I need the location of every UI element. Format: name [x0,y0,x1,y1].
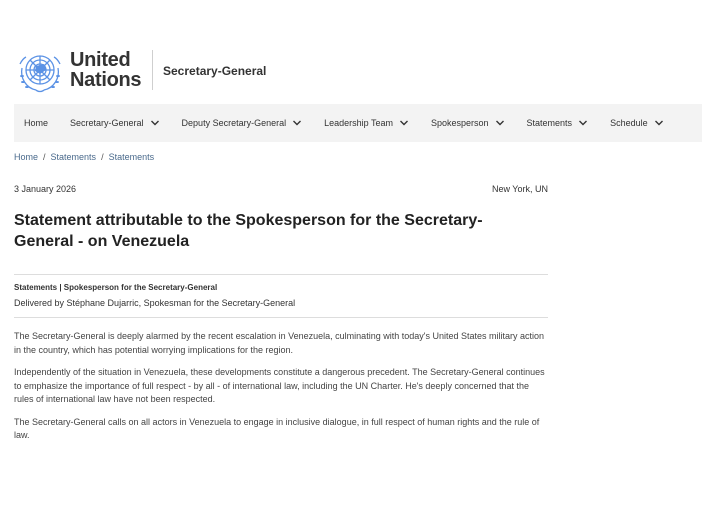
body-paragraph: Independently of the situation in Venezuela, these developments constitute a dangerous precedent. The Secretary-General continues to emphasize the importance of full respect - by all - of international law, including the UN Charter. He's deeply concerned that the rules of international law have not been respected. [14,367,545,404]
article-meta [14,184,548,198]
chevron-down-icon[interactable] [495,118,505,128]
brand-line-1: United [70,49,131,71]
body-paragraph: The Secretary-General is deeply alarmed by the recent escalation in Venezuela, culminating with today's United States military action in the country, which has potential worrying implications for the region. [14,331,544,355]
nav-item-schedule[interactable] [610,104,686,142]
chevron-down-icon[interactable] [292,118,302,128]
site-header [0,0,702,104]
article-body [14,330,548,443]
main-nav [14,104,702,142]
body-paragraph: The Secretary-General calls on all actors in Venezuela to engage in inclusive dialogue, in full respect of human rights and the rule of law. [14,416,540,440]
article-location: New York, UN [491,184,548,194]
chevron-down-icon[interactable] [654,118,664,128]
nav-item-label: Statements [526,118,573,128]
nav-item-statements[interactable] [527,104,611,142]
site-name[interactable]: Secretary-General [163,64,267,78]
page-title: Statement attributable to the Spokesperson for the Secretary-General - on Venezuela [14,212,483,250]
nav-item-label: Secretary-General [70,118,144,128]
header-divider [152,50,153,90]
chevron-down-icon[interactable] [399,118,409,128]
nav-item-label: Leadership Team [324,118,393,128]
breadcrumb-separator: / [101,152,104,162]
nav-item-label: Spokesperson [430,118,489,128]
nav-item-label: Home [24,118,49,128]
nav-item-secretary-general[interactable] [70,104,182,142]
breadcrumb-statements[interactable]: Statements [50,152,97,162]
delivered-by: Delivered by Stéphane Dujarric, Spokesman for the Secretary-General [14,298,296,308]
article [14,184,548,452]
chevron-down-icon[interactable] [578,118,588,128]
nav-item-home[interactable] [24,104,70,142]
divider [14,317,548,318]
chevron-down-icon[interactable] [150,118,160,128]
nav-item-label: Deputy Secretary-General [181,118,287,128]
breadcrumb-home[interactable]: Home [14,152,39,162]
breadcrumb [14,152,154,162]
breadcrumb-statements-current[interactable]: Statements [108,152,155,162]
un-emblem-icon[interactable] [14,46,66,98]
breadcrumb-separator: / [43,152,46,162]
nav-item-spokesperson[interactable] [431,104,527,142]
brand-wordmark[interactable] [70,50,141,90]
nav-item-leadership-team[interactable] [324,104,431,142]
divider [14,274,548,275]
brand-line-2: Nations [70,69,142,91]
nav-item-label: Schedule [610,118,648,128]
nav-item-deputy-secretary-general[interactable] [182,104,325,142]
article-tags[interactable]: Statements | Spokesperson for the Secretary-General [14,283,218,292]
article-date: 3 January 2026 [14,184,77,194]
